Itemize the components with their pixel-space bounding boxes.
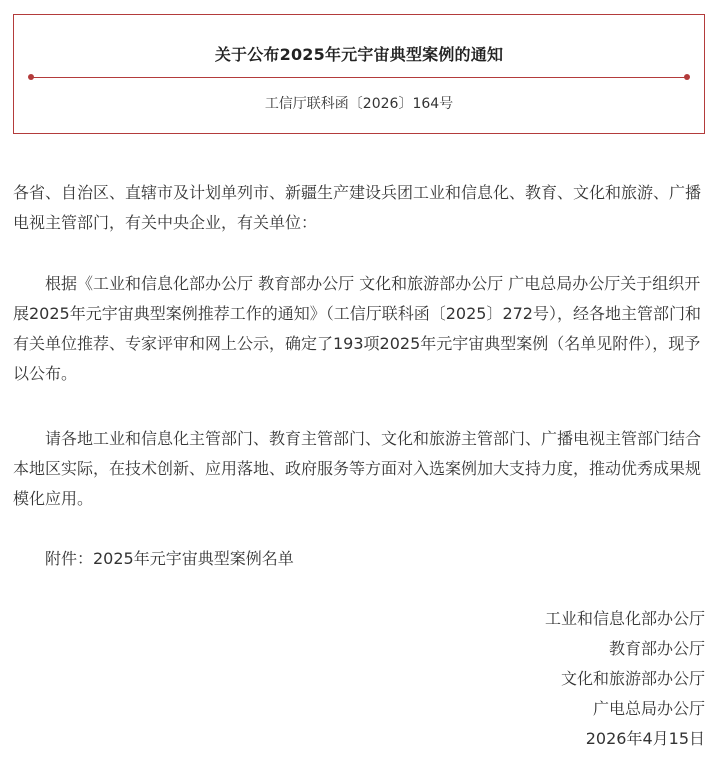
divider-dot-left — [28, 74, 34, 80]
attachment-line: 附件：2025年元宇宙典型案例名单 — [45, 549, 294, 568]
header-divider — [31, 77, 687, 78]
request-paragraph: 请各地工业和信息化主管部门、教育主管部门、文化和旅游主管部门、广播电视主管部门结合本地区实际，在技术创新、应用落地、政府服务等方面对入选案例加大支持力度，推动优秀成果规模化应用。 — [13, 429, 702, 508]
divider-dot-right — [684, 74, 690, 80]
issuer-mct: 文化和旅游部办公厅 — [560, 669, 705, 688]
signature-block — [545, 604, 705, 754]
notice-title: 关于公布2025年元宇宙典型案例的通知 — [214, 45, 504, 64]
issuer-nrta: 广电总局办公厅 — [592, 699, 705, 718]
notice-header-box — [13, 14, 705, 134]
issuer-miit: 工业和信息化部办公厅 — [544, 609, 705, 628]
issuer-moe: 教育部办公厅 — [608, 639, 705, 658]
document-number: 工信厅联科函〔2026〕164号 — [264, 96, 454, 112]
recipients-paragraph: 各省、自治区、直辖市及计划单列市、新疆生产建设兵团工业和信息化、教育、文化和旅游、广播电视主管部门，有关中央企业，有关单位： — [13, 183, 702, 232]
issue-date: 2026年4月15日 — [585, 729, 705, 748]
main-paragraph: 根据《工业和信息化部办公厅 教育部办公厅 文化和旅游部办公厅 广电总局办公厅关于组织开展2025年元宇宙典型案例推荐工作的通知》（工信厅联科函〔2025〕272号），经各地主管部门和有关单位推荐、专家评审和网上公示，确定了193项2025年元宇宙典型案例（名单见附件），现予以公布。 — [13, 274, 701, 383]
